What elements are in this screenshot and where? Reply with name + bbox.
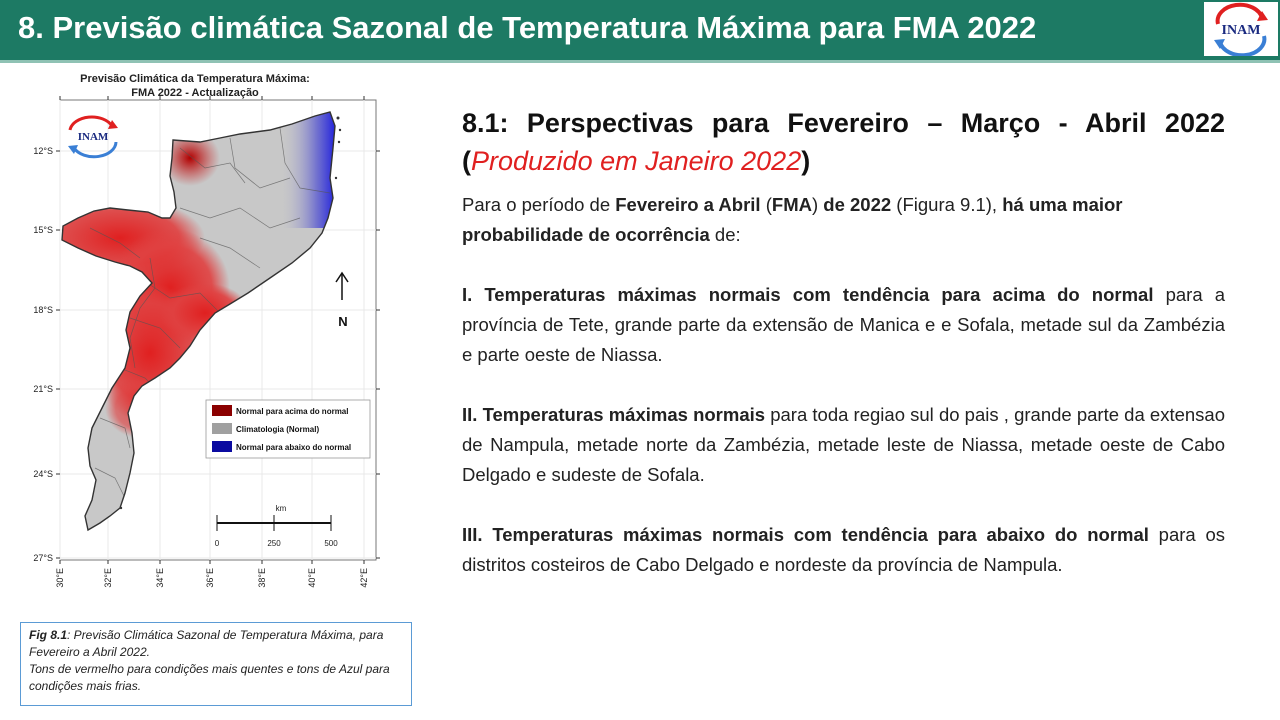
map-figure	[30, 68, 385, 608]
map-logo-text: INAM	[77, 131, 109, 143]
lon-label: 38°E	[257, 568, 267, 588]
caption-line2: Tons de vermelho para condições mais quentes e tons de Azul para condições mais frias.	[29, 662, 390, 693]
lon-label: 40°E	[307, 568, 317, 588]
forecast-item-normal: II. Temperaturas máximas normais para toda regiao sul do pais , grande parte da extensao de Nampula, metade norte da Zambézia, metade leste de Niassa, metade oeste de Cabo Delgado e sudeste de Sofala.	[462, 404, 1225, 485]
lon-label: 36°E	[205, 568, 215, 588]
slide-title: 8. Previsão climática Sazonal de Temperatura Máxima para FMA 2022	[18, 10, 1037, 45]
legend-label: Normal para acima do normal	[236, 407, 349, 416]
lat-label: 15°S	[33, 225, 53, 235]
lon-label: 42°E	[359, 568, 369, 588]
map-title-line1: Previsão Climática da Temperatura Máxima:	[80, 73, 310, 85]
forecast-item-below: III. Temperaturas máximas normais com tendência para abaixo do normal para os distritos costeiros de Cabo Delgado e nordeste da província de Nampula.	[462, 524, 1225, 575]
lon-label: 30°E	[55, 568, 65, 588]
scale-label: 500	[324, 539, 338, 548]
section-subheading: (Produzido em Janeiro 2022)	[462, 146, 811, 176]
intro-paragraph: Para o período de Fevereiro a Abril (FMA) de 2022 (Figura 9.1), há uma maior probabilidade de ocorrência de:	[462, 194, 1123, 245]
legend-swatch-cold	[212, 441, 232, 452]
forecast-map	[30, 68, 385, 608]
caption-label: Fig 8.1	[29, 628, 68, 642]
legend-swatch-normal	[212, 423, 232, 434]
legend-label: Climatologia (Normal)	[236, 425, 320, 434]
lat-label: 24°S	[33, 469, 53, 479]
forecast-item-above: I. Temperaturas máximas normais com tendência para acima do normal para a província de Tete, grande parte da extensão de Manica e e Sofala, metade sul da Zambézia e parte oeste de Niassa.	[462, 284, 1225, 365]
lat-label: 18°S	[33, 305, 53, 315]
legend-swatch-warm	[212, 405, 232, 416]
lat-label: 27°S	[33, 553, 53, 563]
logo-text: INAM	[1221, 23, 1261, 38]
scale-label: 0	[214, 539, 220, 548]
north-label: N	[338, 314, 348, 329]
figure-caption	[20, 622, 412, 706]
inam-logo	[1204, 2, 1278, 56]
scale-unit: km	[275, 504, 287, 513]
lat-label: 12°S	[33, 146, 53, 156]
lon-label: 34°E	[155, 568, 165, 588]
scale-label: 250	[267, 539, 281, 548]
lon-label: 32°E	[103, 568, 113, 588]
title-bar	[0, 0, 1280, 60]
title-underline	[0, 60, 1280, 63]
production-date: Produzido em Janeiro 2022	[471, 146, 802, 176]
forecast-text	[462, 104, 1225, 580]
lat-label: 21°S	[33, 384, 53, 394]
map-legend	[206, 400, 370, 458]
caption-line1: : Previsão Climática Sazonal de Temperatura Máxima, para Fevereiro a Abril 2022.	[29, 628, 384, 659]
map-title-line2: FMA 2022 - Actualização	[131, 87, 259, 99]
legend-label: Normal para abaixo do normal	[236, 443, 352, 452]
section-heading: 8.1: Perspectivas para Fevereiro – Março - Abril 2022	[462, 108, 1225, 138]
